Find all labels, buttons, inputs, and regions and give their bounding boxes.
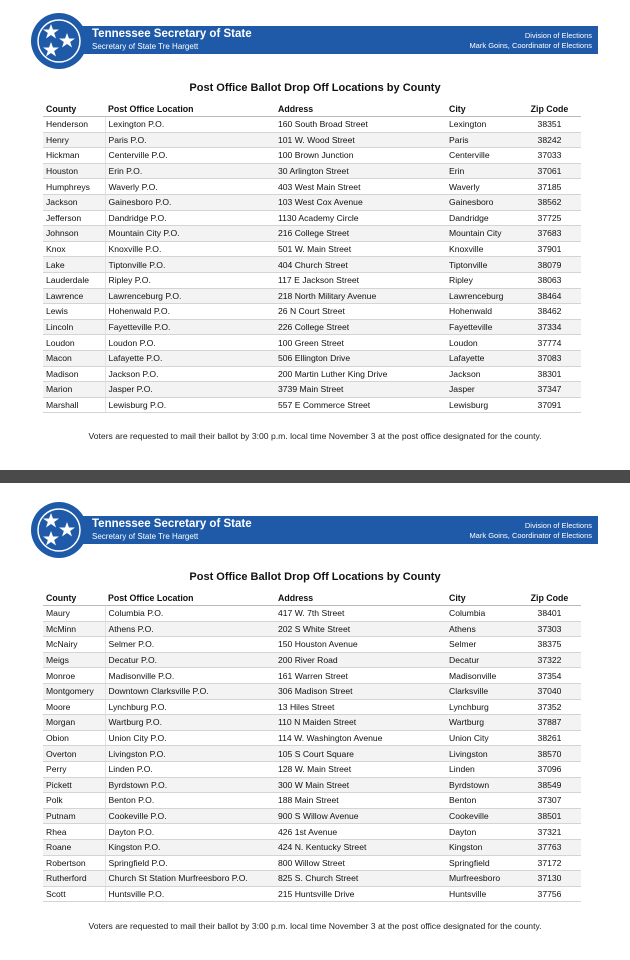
post-office-cell: Erin P.O. (105, 163, 275, 179)
header-banner (56, 516, 598, 544)
zip-cell: 37307 (518, 793, 581, 809)
zip-cell: 38351 (518, 117, 581, 133)
city-cell: Benton (446, 793, 518, 809)
zip-cell: 37130 (518, 871, 581, 887)
table-row (43, 226, 581, 242)
city-cell: Gainesboro (446, 194, 518, 210)
post-office-cell: Lynchburg P.O. (105, 699, 275, 715)
county-cell: Houston (43, 163, 105, 179)
county-cell: Lewis (43, 304, 105, 320)
zip-cell: 37321 (518, 824, 581, 840)
county-cell: Madison (43, 366, 105, 382)
address-cell: 825 S. Church Street (275, 871, 446, 887)
county-cell: Loudon (43, 335, 105, 351)
city-cell: Springfield (446, 855, 518, 871)
post-office-cell: Columbia P.O. (105, 606, 275, 622)
county-cell: McNairy (43, 637, 105, 653)
post-office-cell: Athens P.O. (105, 621, 275, 637)
table-row (43, 621, 581, 637)
table-row (43, 179, 581, 195)
zip-cell: 37033 (518, 148, 581, 164)
header-address: Address (275, 590, 446, 606)
county-cell: Lawrence (43, 288, 105, 304)
zip-cell: 37083 (518, 350, 581, 366)
page-title: Post Office Ballot Drop Off Locations by County (189, 82, 441, 94)
county-cell: Moore (43, 699, 105, 715)
city-cell: Wartburg (446, 715, 518, 731)
address-cell: 100 Brown Junction (275, 148, 446, 164)
address-cell: 900 S Willow Avenue (275, 808, 446, 824)
zip-cell: 37352 (518, 699, 581, 715)
city-cell: Fayetteville (446, 319, 518, 335)
county-cell: Polk (43, 793, 105, 809)
mailing-note: Voters are requested to mail their ballot by 3:00 p.m. local time November 3 at the post office designated for the county. (88, 921, 542, 931)
city-cell: Waverly (446, 179, 518, 195)
table-row (43, 606, 581, 622)
zip-cell: 37725 (518, 210, 581, 226)
city-cell: Dayton (446, 824, 518, 840)
post-office-cell: Wartburg P.O. (105, 715, 275, 731)
zip-cell: 38261 (518, 730, 581, 746)
locations-table (43, 590, 581, 902)
city-cell: Loudon (446, 335, 518, 351)
post-office-cell: Springfield P.O. (105, 855, 275, 871)
coordinator-name: Mark Goins, Coordinator of Elections (469, 41, 592, 50)
zip-cell: 38462 (518, 304, 581, 320)
city-cell: Athens (446, 621, 518, 637)
post-office-cell: Union City P.O. (105, 730, 275, 746)
address-cell: 13 Hiles Street (275, 699, 446, 715)
table-row (43, 288, 581, 304)
zip-cell: 38562 (518, 194, 581, 210)
table-row (43, 668, 581, 684)
county-cell: Robertson (43, 855, 105, 871)
table-row (43, 699, 581, 715)
city-cell: Cookeville (446, 808, 518, 824)
org-subtitle: Secretary of State Tre Hargett (92, 42, 199, 51)
table-row (43, 210, 581, 226)
city-cell: Huntsville (446, 886, 518, 902)
post-office-cell: Kingston P.O. (105, 839, 275, 855)
table-row (43, 777, 581, 793)
table-row (43, 366, 581, 382)
address-cell: 200 River Road (275, 652, 446, 668)
county-cell: Marion (43, 382, 105, 398)
city-cell: Linden (446, 761, 518, 777)
address-cell: 1130 Academy Circle (275, 210, 446, 226)
table-row (43, 886, 581, 902)
table-row (43, 335, 581, 351)
city-cell: Tiptonville (446, 257, 518, 273)
document-page-1 (0, 0, 630, 470)
county-cell: Jefferson (43, 210, 105, 226)
document-page-2 (0, 483, 630, 960)
address-cell: 417 W. 7th Street (275, 606, 446, 622)
county-cell: Putnam (43, 808, 105, 824)
post-office-cell: Knoxville P.O. (105, 241, 275, 257)
post-office-cell: Downtown Clarksville P.O. (105, 683, 275, 699)
table-row (43, 272, 581, 288)
county-cell: Macon (43, 350, 105, 366)
table-row (43, 319, 581, 335)
county-cell: Overton (43, 746, 105, 762)
zip-cell: 37303 (518, 621, 581, 637)
division-name: Division of Elections (524, 31, 592, 40)
address-cell: 403 West Main Street (275, 179, 446, 195)
post-office-cell: Lawrenceburg P.O. (105, 288, 275, 304)
table-row (43, 808, 581, 824)
table-row (43, 241, 581, 257)
city-cell: Lawrenceburg (446, 288, 518, 304)
zip-cell: 37172 (518, 855, 581, 871)
city-cell: Decatur (446, 652, 518, 668)
address-cell: 800 Willow Street (275, 855, 446, 871)
post-office-cell: Dayton P.O. (105, 824, 275, 840)
address-cell: 202 S White Street (275, 621, 446, 637)
county-cell: Lauderdale (43, 272, 105, 288)
division-name: Division of Elections (524, 521, 592, 530)
address-cell: 101 W. Wood Street (275, 132, 446, 148)
city-cell: Livingston (446, 746, 518, 762)
county-cell: Hickman (43, 148, 105, 164)
zip-cell: 37061 (518, 163, 581, 179)
address-cell: 128 W. Main Street (275, 761, 446, 777)
zip-cell: 37774 (518, 335, 581, 351)
table-row (43, 350, 581, 366)
post-office-cell: Linden P.O. (105, 761, 275, 777)
zip-cell: 37040 (518, 683, 581, 699)
zip-cell: 38063 (518, 272, 581, 288)
post-office-cell: Hohenwald P.O. (105, 304, 275, 320)
post-office-cell: Huntsville P.O. (105, 886, 275, 902)
address-cell: 216 College Street (275, 226, 446, 242)
city-cell: Jackson (446, 366, 518, 382)
county-cell: Johnson (43, 226, 105, 242)
table-row (43, 194, 581, 210)
address-cell: 506 Ellington Drive (275, 350, 446, 366)
mailing-note: Voters are requested to mail their ballot by 3:00 p.m. local time November 3 at the post office designated for the county. (88, 431, 542, 441)
table-row (43, 148, 581, 164)
table-row (43, 683, 581, 699)
post-office-cell: Jackson P.O. (105, 366, 275, 382)
post-office-cell: Centerville P.O. (105, 148, 275, 164)
county-cell: Lake (43, 257, 105, 273)
table-row (43, 132, 581, 148)
zip-cell: 38079 (518, 257, 581, 273)
header-banner (56, 26, 598, 54)
header-post-office: Post Office Location (105, 101, 275, 117)
address-cell: 200 Martin Luther King Drive (275, 366, 446, 382)
tennessee-tri-star-seal-icon (30, 12, 88, 70)
post-office-cell: Benton P.O. (105, 793, 275, 809)
post-office-cell: Mountain City P.O. (105, 226, 275, 242)
post-office-cell: Byrdstown P.O. (105, 777, 275, 793)
table-row (43, 163, 581, 179)
address-cell: 218 North Military Avenue (275, 288, 446, 304)
zip-cell: 37756 (518, 886, 581, 902)
zip-cell: 37763 (518, 839, 581, 855)
zip-cell: 37185 (518, 179, 581, 195)
zip-cell: 38242 (518, 132, 581, 148)
city-cell: Jasper (446, 382, 518, 398)
city-cell: Kingston (446, 839, 518, 855)
zip-cell: 38375 (518, 637, 581, 653)
city-cell: Madisonville (446, 668, 518, 684)
address-cell: 105 S Court Square (275, 746, 446, 762)
table-row (43, 839, 581, 855)
table-row (43, 871, 581, 887)
address-cell: 100 Green Street (275, 335, 446, 351)
zip-cell: 37347 (518, 382, 581, 398)
county-cell: Rutherford (43, 871, 105, 887)
header-city: City (446, 101, 518, 117)
header-county: County (43, 101, 105, 117)
zip-cell: 37096 (518, 761, 581, 777)
address-cell: 404 Church Street (275, 257, 446, 273)
post-office-cell: Waverly P.O. (105, 179, 275, 195)
table-row (43, 824, 581, 840)
table-row (43, 715, 581, 731)
zip-cell: 38501 (518, 808, 581, 824)
zip-cell: 37901 (518, 241, 581, 257)
zip-cell: 38301 (518, 366, 581, 382)
city-cell: Murfreesboro (446, 871, 518, 887)
county-cell: Perry (43, 761, 105, 777)
table-row (43, 304, 581, 320)
county-cell: Pickett (43, 777, 105, 793)
zip-cell: 37683 (518, 226, 581, 242)
header-city: City (446, 590, 518, 606)
city-cell: Mountain City (446, 226, 518, 242)
table-row (43, 746, 581, 762)
address-cell: 103 West Cox Avenue (275, 194, 446, 210)
address-cell: 426 1st Avenue (275, 824, 446, 840)
county-cell: Monroe (43, 668, 105, 684)
post-office-cell: Dandridge P.O. (105, 210, 275, 226)
county-cell: Scott (43, 886, 105, 902)
table-row (43, 652, 581, 668)
address-cell: 3739 Main Street (275, 382, 446, 398)
zip-cell: 37091 (518, 397, 581, 413)
zip-cell: 37334 (518, 319, 581, 335)
county-cell: Obion (43, 730, 105, 746)
post-office-cell: Jasper P.O. (105, 382, 275, 398)
zip-cell: 37354 (518, 668, 581, 684)
post-office-cell: Church St Station Murfreesboro P.O. (105, 871, 275, 887)
county-cell: Montgomery (43, 683, 105, 699)
address-cell: 226 College Street (275, 319, 446, 335)
address-cell: 300 W Main Street (275, 777, 446, 793)
post-office-cell: Decatur P.O. (105, 652, 275, 668)
zip-cell: 38401 (518, 606, 581, 622)
tennessee-tri-star-seal-icon (30, 501, 88, 559)
table-row (43, 637, 581, 653)
table-row (43, 730, 581, 746)
address-cell: 26 N Court Street (275, 304, 446, 320)
city-cell: Selmer (446, 637, 518, 653)
county-cell: Humphreys (43, 179, 105, 195)
table-row (43, 382, 581, 398)
address-cell: 117 E Jackson Street (275, 272, 446, 288)
city-cell: Clarksville (446, 683, 518, 699)
address-cell: 150 Houston Avenue (275, 637, 446, 653)
post-office-cell: Selmer P.O. (105, 637, 275, 653)
address-cell: 306 Madison Street (275, 683, 446, 699)
table-header-row (43, 590, 581, 606)
county-cell: Henry (43, 132, 105, 148)
city-cell: Byrdstown (446, 777, 518, 793)
city-cell: Lafayette (446, 350, 518, 366)
header-address: Address (275, 101, 446, 117)
county-cell: Roane (43, 839, 105, 855)
city-cell: Hohenwald (446, 304, 518, 320)
zip-cell: 38549 (518, 777, 581, 793)
table-row (43, 117, 581, 133)
post-office-cell: Lafayette P.O. (105, 350, 275, 366)
zip-cell: 38464 (518, 288, 581, 304)
header-zip: Zip Code (518, 590, 581, 606)
address-cell: 215 Huntsville Drive (275, 886, 446, 902)
post-office-cell: Gainesboro P.O. (105, 194, 275, 210)
city-cell: Knoxville (446, 241, 518, 257)
org-name: Tennessee Secretary of State (92, 518, 252, 530)
address-cell: 557 E Commerce Street (275, 397, 446, 413)
table-row (43, 793, 581, 809)
address-cell: 161 Warren Street (275, 668, 446, 684)
county-cell: Henderson (43, 117, 105, 133)
post-office-cell: Paris P.O. (105, 132, 275, 148)
post-office-cell: Ripley P.O. (105, 272, 275, 288)
address-cell: 424 N. Kentucky Street (275, 839, 446, 855)
table-row (43, 855, 581, 871)
post-office-cell: Loudon P.O. (105, 335, 275, 351)
post-office-cell: Lewisburg P.O. (105, 397, 275, 413)
zip-cell: 37887 (518, 715, 581, 731)
coordinator-name: Mark Goins, Coordinator of Elections (469, 531, 592, 540)
zip-cell: 38570 (518, 746, 581, 762)
address-cell: 114 W. Washington Avenue (275, 730, 446, 746)
address-cell: 160 South Broad Street (275, 117, 446, 133)
county-cell: Maury (43, 606, 105, 622)
table-row (43, 257, 581, 273)
org-subtitle: Secretary of State Tre Hargett (92, 532, 199, 541)
county-cell: McMinn (43, 621, 105, 637)
post-office-cell: Cookeville P.O. (105, 808, 275, 824)
county-cell: Marshall (43, 397, 105, 413)
address-cell: 501 W. Main Street (275, 241, 446, 257)
post-office-cell: Livingston P.O. (105, 746, 275, 762)
city-cell: Union City (446, 730, 518, 746)
city-cell: Lexington (446, 117, 518, 133)
address-cell: 188 Main Street (275, 793, 446, 809)
address-cell: 110 N Maiden Street (275, 715, 446, 731)
address-cell: 30 Arlington Street (275, 163, 446, 179)
table-row (43, 397, 581, 413)
header-county: County (43, 590, 105, 606)
post-office-cell: Tiptonville P.O. (105, 257, 275, 273)
city-cell: Erin (446, 163, 518, 179)
city-cell: Ripley (446, 272, 518, 288)
county-cell: Morgan (43, 715, 105, 731)
post-office-cell: Madisonville P.O. (105, 668, 275, 684)
city-cell: Columbia (446, 606, 518, 622)
county-cell: Meigs (43, 652, 105, 668)
table-header-row (43, 101, 581, 117)
org-name: Tennessee Secretary of State (92, 28, 252, 40)
header-post-office: Post Office Location (105, 590, 275, 606)
sheet-divider (0, 470, 630, 483)
county-cell: Knox (43, 241, 105, 257)
city-cell: Lewisburg (446, 397, 518, 413)
county-cell: Jackson (43, 194, 105, 210)
post-office-cell: Lexington P.O. (105, 117, 275, 133)
county-cell: Rhea (43, 824, 105, 840)
locations-table (43, 101, 581, 413)
city-cell: Centerville (446, 148, 518, 164)
header-zip: Zip Code (518, 101, 581, 117)
city-cell: Dandridge (446, 210, 518, 226)
table-row (43, 761, 581, 777)
post-office-cell: Fayetteville P.O. (105, 319, 275, 335)
zip-cell: 37322 (518, 652, 581, 668)
city-cell: Lynchburg (446, 699, 518, 715)
county-cell: Lincoln (43, 319, 105, 335)
page-title: Post Office Ballot Drop Off Locations by County (189, 571, 441, 583)
city-cell: Paris (446, 132, 518, 148)
